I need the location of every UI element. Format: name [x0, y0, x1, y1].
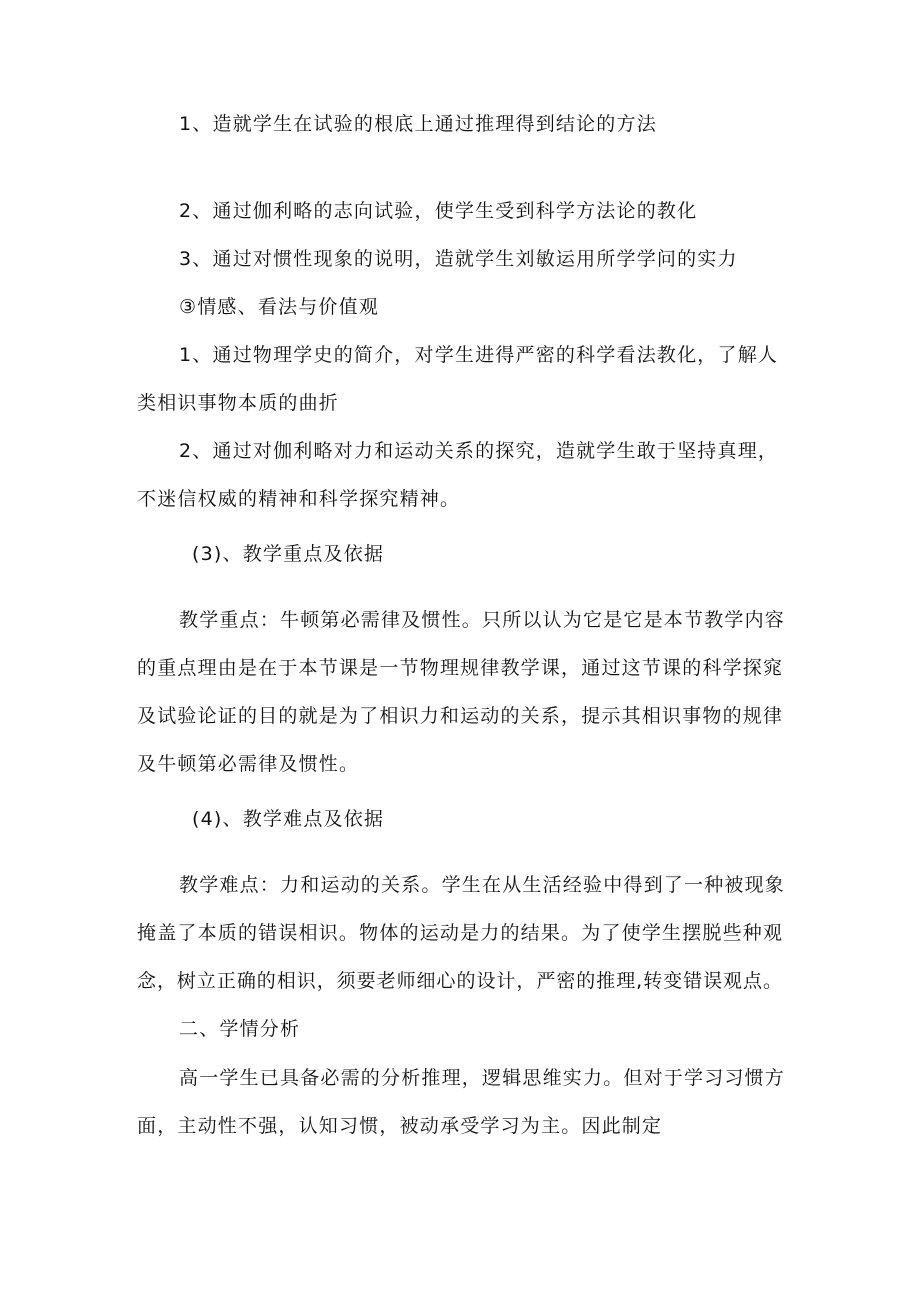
difficulties-line-2: 掩盖了本质的错误相识。物体的运动是力的结果。为了使学生摆脱些种观 — [137, 922, 782, 944]
attitude-2-line-2: 不迷信权威的精神和科学探究精神。 — [137, 488, 461, 510]
difficulties-line-1: 教学难点：力和运动的关系。学生在从生活经验中得到了一种被现象 — [179, 874, 786, 896]
objective-1-line: 1、造就学生在试验的根底上通过推理得到结论的方法 — [179, 113, 657, 135]
objective-3-line: 3、通过对惯性现象的说明，造就学生刘敏运用所学学问的实力 — [179, 248, 738, 270]
attitude-1-line-2: 类相识事物本质的曲折 — [137, 392, 340, 414]
key-points-line-4: 及牛顿第必需律及惯性。 — [137, 753, 360, 775]
section-heading-learner-analysis: 二、学情分析 — [179, 1018, 301, 1040]
key-points-line-3: 及试验论证的目的就是为了相识力和运动的关系，提示其相识事物的规律 — [137, 705, 782, 727]
learner-analysis-line-2: 面，主动性不强，认知习惯，被动承受学习为主。因此制定 — [137, 1115, 663, 1137]
section-heading-difficulties: (4)、教学难点及依据 — [192, 808, 385, 830]
key-points-line-2: 的重点理由是在于本节课是一节物理规律教学课，通过这节课的科学探窕 — [137, 657, 782, 679]
objective-2-line: 2、通过伽利略的志向试验，使学生受到科学方法论的教化 — [179, 200, 698, 222]
attitude-1-line-1: 1、通过物理学史的简介，对学生进得严密的科学看法教化，了解人 — [179, 344, 779, 366]
key-points-line-1: 教学重点：牛顿第必需律及惯性。只所以认为它是它是本节教学内容 — [179, 609, 786, 631]
section-heading-attitude: ③情感、看法与价值观 — [179, 296, 380, 318]
difficulties-line-3: 念，树立正确的相识，须要老师细心的设计，严密的推理,转变错误观点。 — [137, 970, 782, 992]
attitude-2-line-1: 2、通过对伽利略对力和运动关系的探究，造就学生敢于坚持真理， — [179, 440, 779, 462]
learner-analysis-line-1: 高一学生已具备必需的分析推理，逻辑思维实力。但对于学习习惯方 — [179, 1067, 786, 1089]
section-heading-key-points: (3)、教学重点及依据 — [192, 543, 385, 565]
